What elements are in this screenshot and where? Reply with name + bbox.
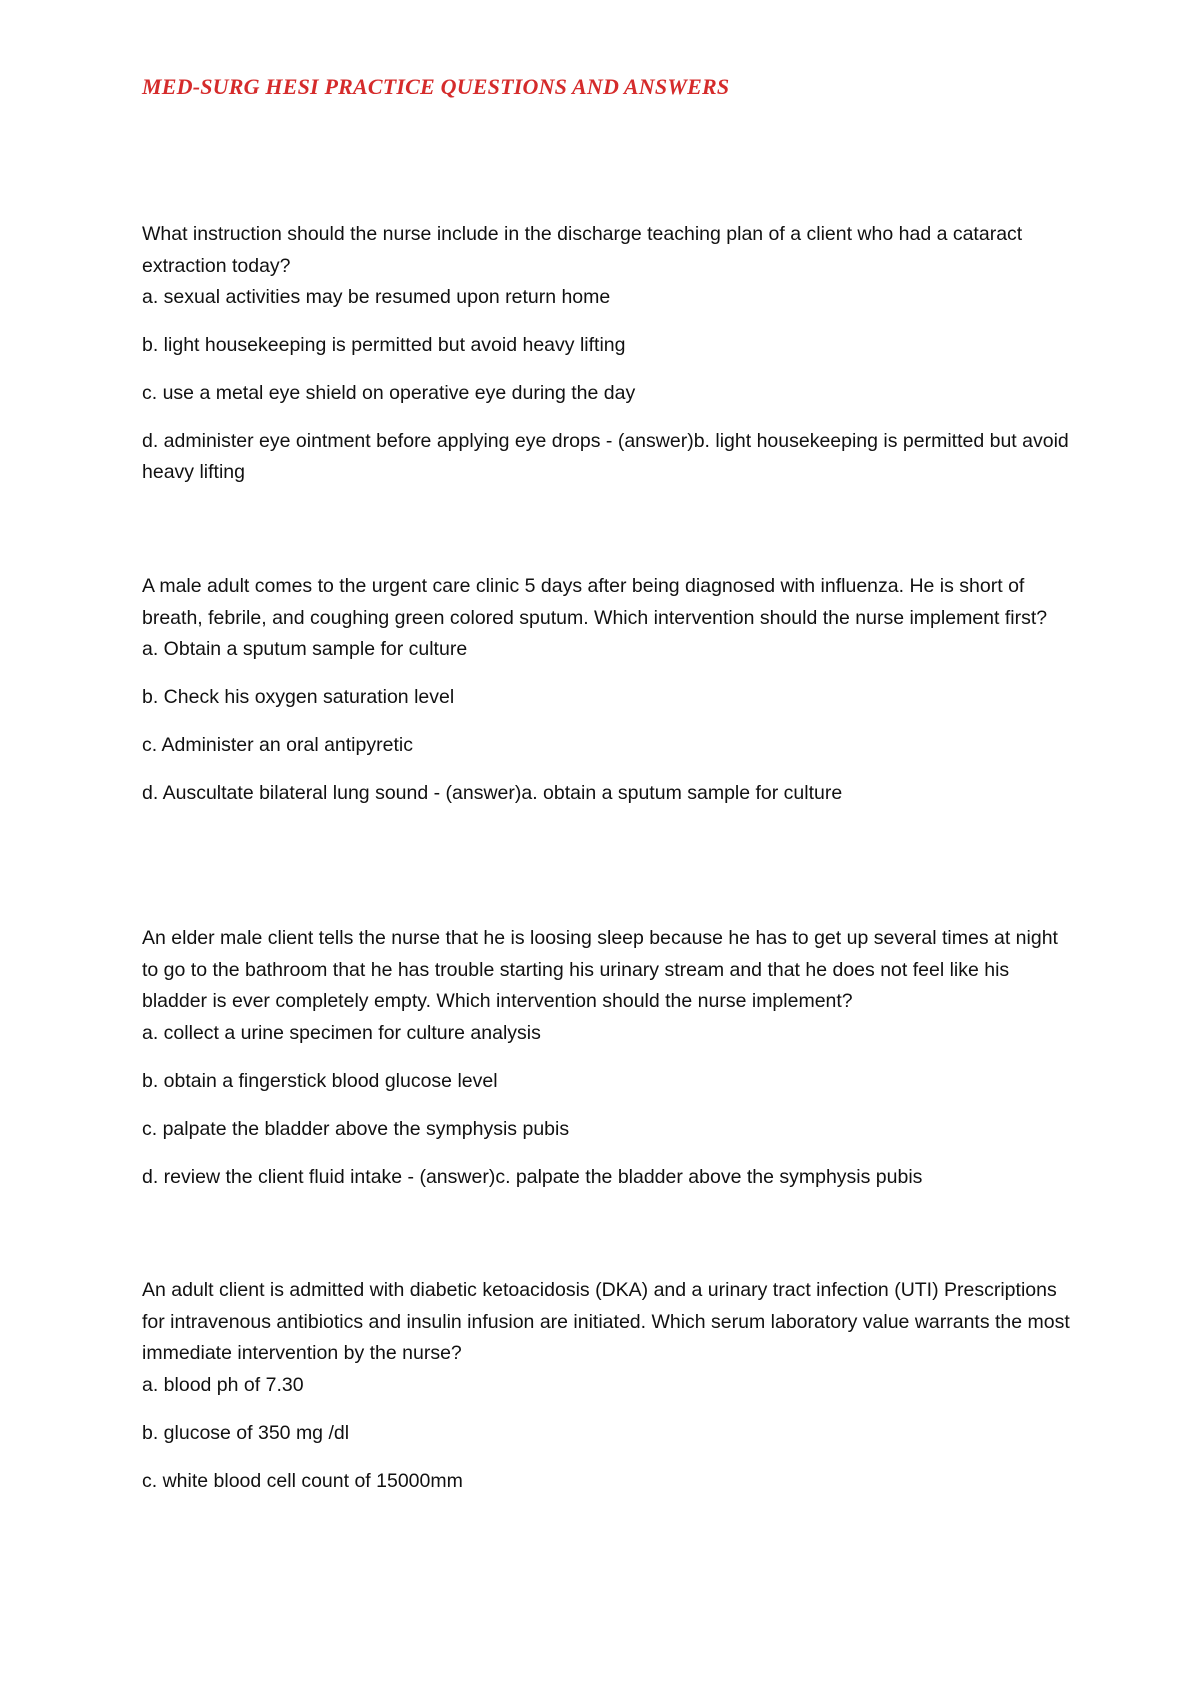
question-text: What instruction should the nurse include in the discharge teaching plan of a client who had a cataract extraction today? (142, 223, 1023, 277)
option-a: a. collect a urine specimen for culture analysis (142, 1021, 541, 1044)
option-b: b. obtain a fingerstick blood glucose level (142, 1069, 498, 1092)
question-text: An adult client is admitted with diabetic ketoacidosis (DKA) and a urinary tract infection (UTI) Prescriptions for intravenous antibiotics and insulin infusion are initiated. Which serum laboratory value warrants the most immediate intervention by the nurse? (142, 1279, 1070, 1364)
option-c: c. palpate the bladder above the symphysis pubis (142, 1117, 570, 1140)
question-block-4 (142, 1275, 1072, 1497)
option-b: b. Check his oxygen saturation level (142, 686, 455, 708)
option-b: b. glucose of 350 mg /dl (142, 1421, 350, 1444)
option-d-with-answer: d. administer eye ointment before applying eye drops - (answer)b. light housekeeping is permitted but avoid heavy lifting (142, 430, 1069, 483)
option-b: b. light housekeeping is permitted but avoid heavy lifting (142, 334, 626, 356)
question-block-1 (142, 219, 1072, 488)
option-c: c. Administer an oral antipyretic (142, 734, 413, 756)
option-a: a. Obtain a sputum sample for culture (142, 638, 468, 660)
option-d-with-answer: d. review the client fluid intake - (answer)c. palpate the bladder above the symphysis pubis (142, 1165, 923, 1188)
option-a: a. sexual activities may be resumed upon return home (142, 286, 611, 308)
document-title: MED-SURG HESI PRACTICE QUESTIONS AND ANSWERS (142, 74, 730, 99)
option-a: a. blood ph of 7.30 (142, 1373, 304, 1396)
question-block-3 (142, 923, 1072, 1193)
question-text: An elder male client tells the nurse that he is loosing sleep because he has to get up several times at night to go to the bathroom that he has trouble starting his urinary stream and that he does not feel like his bladder is ever completely empty. Which intervention should the nurse implement? (142, 927, 1058, 1012)
option-d-with-answer: d. Auscultate bilateral lung sound - (answer)a. obtain a sputum sample for culture (142, 782, 843, 804)
question-block-2 (142, 571, 1072, 809)
option-c: c. white blood cell count of 15000mm (142, 1469, 463, 1492)
question-text: A male adult comes to the urgent care clinic 5 days after being diagnosed with influenza. He is short of breath, febrile, and coughing green colored sputum. Which intervention should the nurse implement first? (142, 575, 1048, 629)
option-c: c. use a metal eye shield on operative eye during the day (142, 382, 636, 404)
